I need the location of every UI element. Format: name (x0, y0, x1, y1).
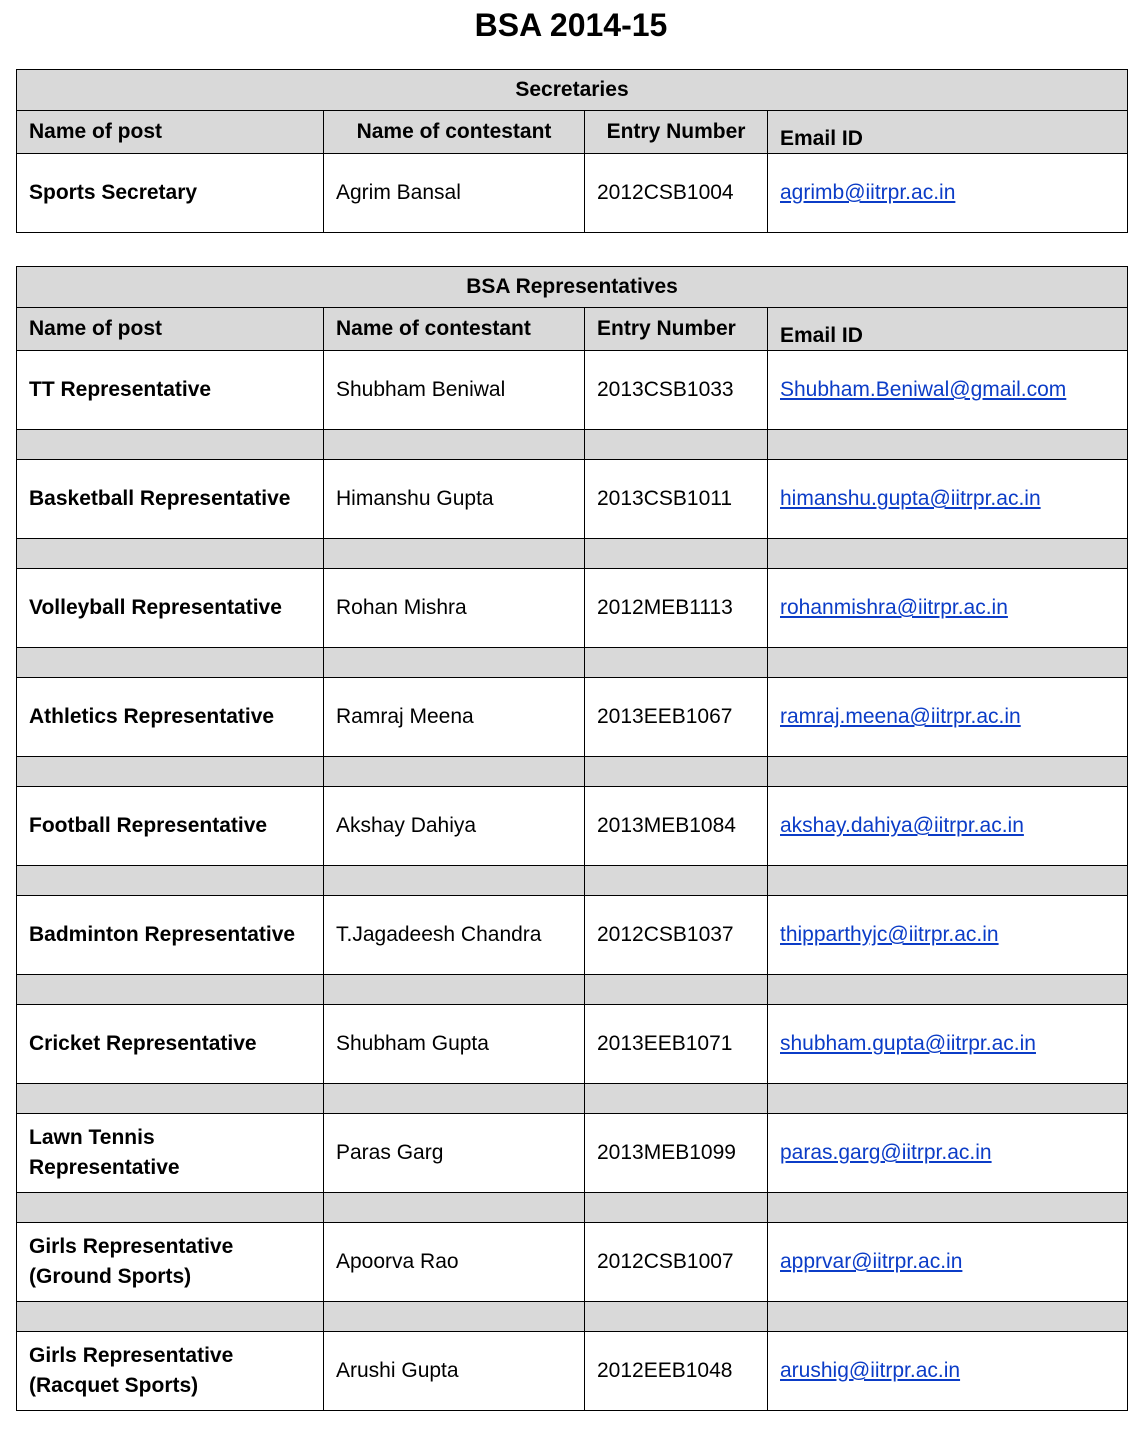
entry-number-cell: 2013MEB1084 (585, 787, 768, 866)
table-row (17, 569, 1128, 648)
representatives-caption-row (17, 267, 1128, 308)
representatives-header-row (17, 308, 1128, 351)
spacer-row (17, 757, 1128, 787)
entry-number-cell: 2013EEB1067 (585, 678, 768, 757)
table-row (17, 787, 1128, 866)
contestant-cell: Ramraj Meena (324, 678, 585, 757)
table-row (17, 678, 1128, 757)
email-cell (768, 569, 1128, 648)
entry-number-cell: 2012CSB1004 (585, 154, 768, 233)
column-header-entry-number: Entry Number (585, 111, 768, 154)
column-header-post: Name of post (17, 111, 324, 154)
entry-number-cell: 2012CSB1037 (585, 896, 768, 975)
post-cell: Volleyball Representative (17, 569, 324, 648)
email-cell (768, 1223, 1128, 1302)
secretaries-header-row (17, 111, 1128, 154)
contestant-cell: Apoorva Rao (324, 1223, 585, 1302)
representatives-table (16, 266, 1128, 1411)
spacer-row (17, 1302, 1128, 1332)
table-row (17, 1114, 1128, 1193)
entry-number-cell: 2012EEB1048 (585, 1332, 768, 1411)
email-cell (768, 678, 1128, 757)
email-cell (768, 896, 1128, 975)
spacer-row (17, 539, 1128, 569)
email-link[interactable]: shubham.gupta@iitrpr.ac.in (780, 1032, 1036, 1055)
post-cell: Girls Representative (Ground Sports) (17, 1223, 324, 1302)
post-cell: Basketball Representative (17, 460, 324, 539)
contestant-cell: Agrim Bansal (324, 154, 585, 233)
post-cell: Cricket Representative (17, 1005, 324, 1084)
contestant-cell: T.Jagadeesh Chandra (324, 896, 585, 975)
entry-number-cell: 2012MEB1113 (585, 569, 768, 648)
table-row (17, 1223, 1128, 1302)
contestant-cell: Arushi Gupta (324, 1332, 585, 1411)
entry-number-cell: 2013MEB1099 (585, 1114, 768, 1193)
spacer-row (17, 975, 1128, 1005)
email-link[interactable]: paras.garg@iitrpr.ac.in (780, 1141, 992, 1164)
email-link[interactable]: agrimb@iitrpr.ac.in (780, 181, 956, 204)
post-cell: Football Representative (17, 787, 324, 866)
column-header-email: Email ID (768, 111, 1128, 154)
column-header-post: Name of post (17, 308, 324, 351)
post-cell: Badminton Representative (17, 896, 324, 975)
entry-number-cell: 2013CSB1011 (585, 460, 768, 539)
table-row (17, 1332, 1128, 1411)
table-row (17, 351, 1128, 430)
email-cell (768, 351, 1128, 430)
column-header-email: Email ID (768, 308, 1128, 351)
email-link[interactable]: Shubham.Beniwal@gmail.com (780, 378, 1067, 401)
email-cell (768, 1114, 1128, 1193)
contestant-cell: Shubham Beniwal (324, 351, 585, 430)
spacer-row (17, 1193, 1128, 1223)
email-cell (768, 1005, 1128, 1084)
spacer-row (17, 648, 1128, 678)
contestant-cell: Paras Garg (324, 1114, 585, 1193)
email-cell (768, 1332, 1128, 1411)
contestant-cell: Himanshu Gupta (324, 460, 585, 539)
table-row (17, 460, 1128, 539)
spacer-row (17, 1084, 1128, 1114)
email-link[interactable]: akshay.dahiya@iitrpr.ac.in (780, 814, 1024, 837)
post-cell: Girls Representative (Racquet Sports) (17, 1332, 324, 1411)
column-header-contestant: Name of contestant (324, 111, 585, 154)
post-cell: TT Representative (17, 351, 324, 430)
column-header-contestant: Name of contestant (324, 308, 585, 351)
email-cell (768, 787, 1128, 866)
entry-number-cell: 2012CSB1007 (585, 1223, 768, 1302)
column-header-entry-number: Entry Number (585, 308, 768, 351)
representatives-caption: BSA Representatives (17, 267, 1128, 308)
email-link[interactable]: rohanmishra@iitrpr.ac.in (780, 596, 1008, 619)
spacer-row (17, 866, 1128, 896)
email-link[interactable]: himanshu.gupta@iitrpr.ac.in (780, 487, 1041, 510)
email-link[interactable]: ramraj.meena@iitrpr.ac.in (780, 705, 1021, 728)
email-link[interactable]: thipparthyjc@iitrpr.ac.in (780, 923, 999, 946)
table-row (17, 896, 1128, 975)
contestant-cell: Rohan Mishra (324, 569, 585, 648)
table-row (17, 154, 1128, 233)
spacer-row (17, 430, 1128, 460)
page-title: BSA 2014-15 (474, 7, 668, 43)
entry-number-cell: 2013EEB1071 (585, 1005, 768, 1084)
email-cell (768, 154, 1128, 233)
secretaries-caption-row (17, 70, 1128, 111)
email-link[interactable]: apprvar@iitrpr.ac.in (780, 1250, 963, 1273)
contestant-cell: Akshay Dahiya (324, 787, 585, 866)
email-link[interactable]: arushig@iitrpr.ac.in (780, 1359, 961, 1382)
contestant-cell: Shubham Gupta (324, 1005, 585, 1084)
email-cell (768, 460, 1128, 539)
entry-number-cell: 2013CSB1033 (585, 351, 768, 430)
secretaries-table (16, 69, 1128, 233)
post-cell: Sports Secretary (17, 154, 324, 233)
table-row (17, 1005, 1128, 1084)
post-cell: Lawn Tennis Representative (17, 1114, 324, 1193)
secretaries-caption: Secretaries (17, 70, 1128, 111)
post-cell: Athletics Representative (17, 678, 324, 757)
